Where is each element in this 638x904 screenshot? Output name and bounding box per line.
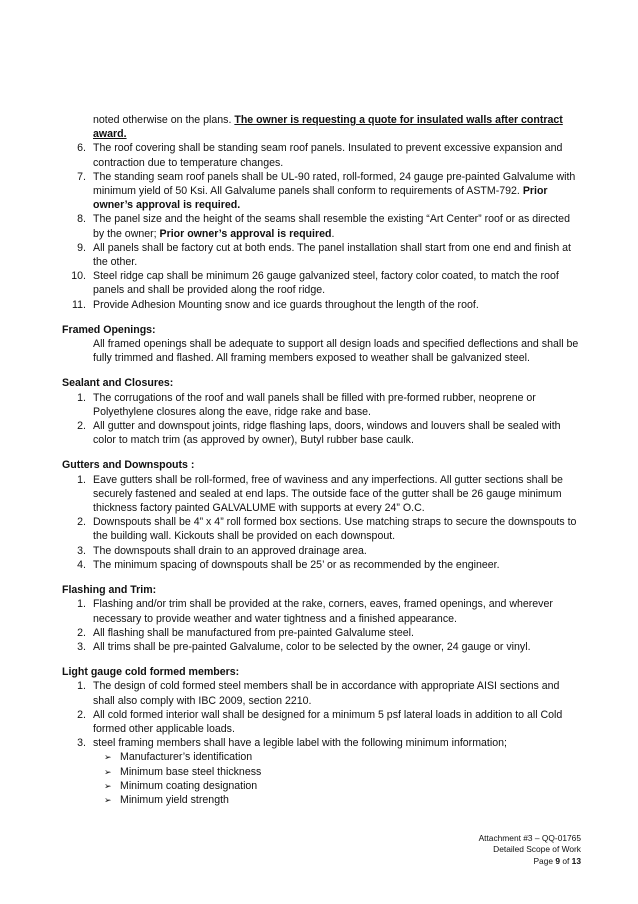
list-item: [62, 597, 582, 625]
bullet-item: [62, 779, 582, 793]
list-number: 4.: [77, 558, 86, 571]
section-heading-light-gauge: Light gauge cold formed members:: [62, 666, 240, 679]
list-text: steel framing members shall have a legible label with the following minimum information;: [93, 737, 507, 750]
footer-attachment: Attachment #3 – QQ-01765: [478, 833, 581, 843]
list-number: 3.: [77, 737, 86, 750]
list-text-tail: .: [331, 227, 335, 240]
list-text: The roof covering shall be standing seam roof panels. Insulated to prevent excessive expansion and contraction due to temperature changes.: [93, 142, 563, 169]
list-number: 6.: [77, 142, 86, 155]
list-text: The corrugations of the roof and wall panels shall be filled with pre-formed rubber, neoprene or Polyethylene closures along the eave, ridge rake and base.: [93, 391, 536, 418]
document-body: [62, 113, 582, 807]
list-item: [62, 269, 582, 297]
footer-title: Detailed Scope of Work: [493, 844, 581, 855]
list-text: All cold formed interior wall shall be designed for a minimum 5 psf lateral loads in addition to all Cold formed other applicable loads.: [93, 708, 563, 735]
list-item: [62, 298, 582, 312]
list-item: [62, 640, 582, 654]
list-text: Steel ridge cap shall be minimum 26 gauge galvanized steel, factory color coated, to match the roof panels and shall be provided along the roof ridge.: [93, 270, 559, 297]
list-text: The panel size and the height of the seams shall resemble the existing “Art Center” roof or as directed by the owner;: [93, 213, 570, 240]
list-number: 1.: [77, 391, 86, 404]
list-item: [62, 170, 582, 213]
list-number: 11.: [72, 298, 86, 311]
list-text: Eave gutters shall be roll-formed, free of waviness and any imperfections. All gutter sections shall be securely fastened and sealed at end laps. The outside face of the gutter shall be 26 gauge minimum thickness factory painted GALVALUME with supports at every 24” O.C.: [93, 473, 563, 515]
list-item: [62, 212, 582, 240]
page-label: Page: [533, 855, 556, 866]
intro-paragraph: [62, 113, 582, 141]
arrow-bullet-icon: ➢: [104, 794, 112, 805]
list-item: [62, 241, 582, 269]
list-item: [62, 708, 582, 736]
list-text: All trims shall be pre-painted Galvalume, color to be selected by the owner, 24 gauge or vinyl.: [93, 640, 531, 653]
list-item: [62, 736, 582, 750]
section-heading-framed-openings: Framed Openings:: [62, 323, 156, 336]
list-text: Flashing and/or trim shall be provided at the rake, corners, eaves, framed openings, and wherever necessary to provide weather and water tightness and a finished appearance.: [93, 598, 553, 625]
list-number: 2.: [77, 420, 86, 433]
list-item: [62, 679, 582, 707]
bullet-text: Minimum coating designation: [120, 779, 258, 792]
list-text: The standing seam roof panels shall be UL-90 rated, roll-formed, 24 gauge pre-painted Galvalume with minimum yield of 50 Ksi. All Galvalume panels shall conform to requirements of ASTM-792.: [93, 170, 576, 198]
list-item: [62, 626, 582, 640]
intro-text: noted otherwise on the plans.: [93, 114, 235, 126]
page-total: 13: [571, 855, 581, 866]
list-number: 7.: [77, 170, 86, 183]
list-number: 8.: [77, 213, 86, 226]
page-footer: [479, 833, 581, 867]
list-item: [62, 419, 582, 447]
list-text: Downspouts shall be 4” x 4” roll formed box sections. Use matching straps to secure the downspouts to the building wall. Kickouts shall be provided on each downspout.: [93, 516, 577, 543]
page-current: 9: [555, 855, 561, 866]
intro-bold-text: The owner is requesting a quote for insulated walls after contract award.: [93, 114, 563, 141]
bullet-text: Minimum yield strength: [120, 793, 229, 806]
list-item: [62, 141, 582, 169]
bullet-item: [62, 765, 582, 779]
list-text: Provide Adhesion Mounting snow and ice guards throughout the length of the roof.: [93, 298, 479, 311]
section-heading-sealant: Sealant and Closures:: [62, 377, 174, 390]
list-number: 2.: [77, 626, 86, 639]
list-bold-text: Prior owner’s approval is required.: [93, 185, 548, 212]
list-number: 1.: [77, 598, 86, 611]
list-item: [62, 544, 582, 558]
section-heading-gutters: Gutters and Downspouts :: [62, 459, 195, 472]
list-item: [62, 391, 582, 419]
bullet-text: Minimum base steel thickness: [120, 765, 262, 778]
list-item: [62, 515, 582, 543]
list-item: [62, 473, 582, 516]
list-item: [62, 558, 582, 572]
list-text: The minimum spacing of downspouts shall be 25’ or as recommended by the engineer.: [93, 558, 500, 571]
list-text: All panels shall be factory cut at both ends. The panel installation shall start from one end and finish at the other.: [93, 241, 571, 269]
arrow-bullet-icon: ➢: [104, 780, 112, 791]
page-of-label: of: [560, 855, 572, 866]
list-number: 2.: [77, 516, 86, 529]
list-number: 2.: [77, 708, 86, 721]
list-text: All flashing shall be manufactured from pre-painted Galvalume steel.: [93, 626, 414, 639]
list-number: 3.: [77, 544, 86, 557]
list-text: The downspouts shall drain to an approved drainage area.: [93, 544, 367, 557]
list-number: 1.: [77, 473, 86, 486]
arrow-bullet-icon: ➢: [104, 766, 112, 777]
framed-openings-text: All framed openings shall be adequate to support all design loads and specified deflections and shall be fully trimmed and flashed. All framing members exposed to weather shall be galvanized steel.: [93, 338, 579, 365]
bullet-text: Manufacturer’s identification: [120, 751, 253, 764]
list-text: All gutter and downspout joints, ridge flashing laps, doors, windows and louvers shall be sealed with color to match trim (as approved by owner), Butyl rubber base caulk.: [93, 420, 561, 447]
arrow-bullet-icon: ➢: [104, 752, 112, 763]
list-bold-text: Prior owner’s approval is required: [159, 227, 332, 240]
list-number: 1.: [77, 680, 86, 693]
page-number: [479, 856, 581, 867]
list-number: 3.: [77, 640, 86, 653]
list-text: The design of cold formed steel members shall be in accordance with appropriate AISI sections and shall also comply with IBC 2009, section 2210.: [93, 680, 560, 707]
section-heading-flashing: Flashing and Trim:: [62, 584, 157, 597]
bullet-item: [62, 793, 582, 807]
list-number: 10.: [71, 270, 86, 283]
list-number: 9.: [77, 241, 86, 254]
bullet-item: [62, 750, 582, 764]
